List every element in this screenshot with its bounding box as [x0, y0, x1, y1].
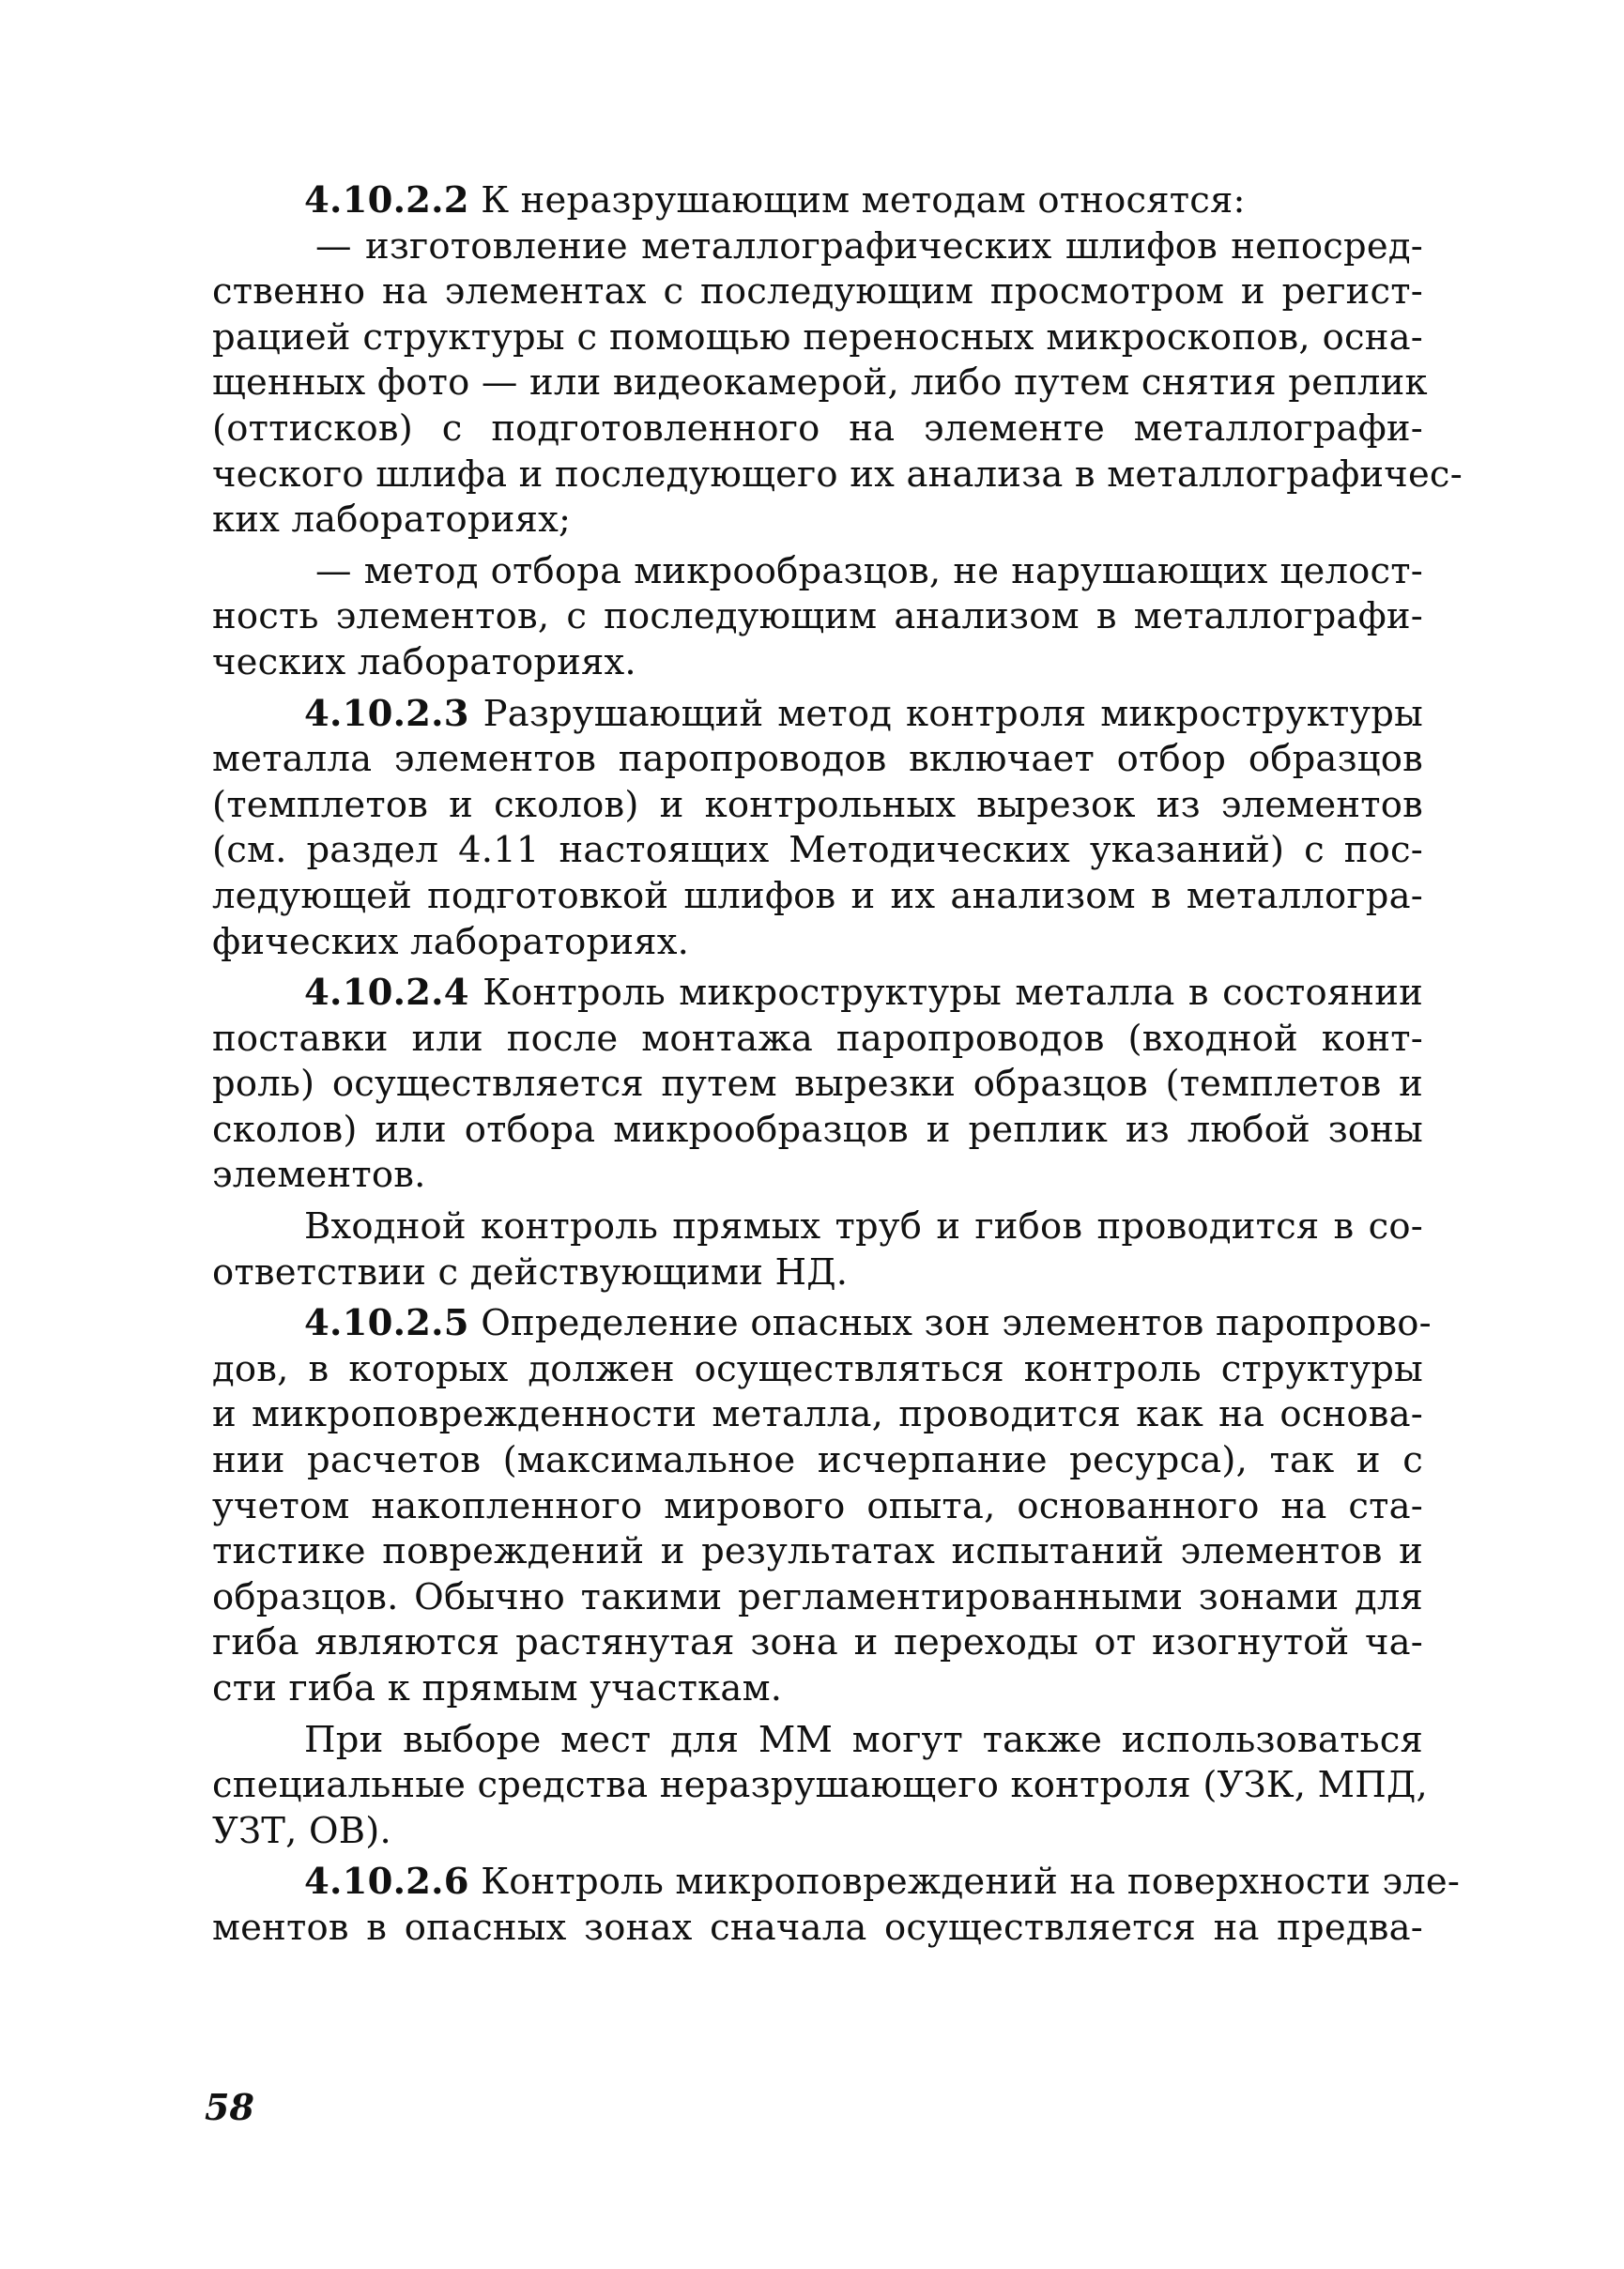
- paragraph-line: Входной контроль прямых труб и гибов проводится в со-: [304, 1205, 1423, 1249]
- paragraph-line: металла элементов паропроводов включает отбор образцов: [212, 738, 1423, 781]
- paragraph-line: дов, в которых должен осуществляться контроль структуры: [212, 1347, 1423, 1390]
- paragraph-line: [212, 692, 1423, 738]
- paragraph-line: — изготовление металлографических шлифов непосред-: [315, 224, 1423, 268]
- paragraph-line: ледующей подготовкой шлифов и их анализом в металлогра-: [212, 874, 1423, 917]
- paragraph-line: УЗТ, ОВ).: [212, 1809, 391, 1852]
- line-text: Разрушающий метод контроля микроструктуры: [468, 692, 1423, 735]
- line-text: Определение опасных зон элементов паропрово-: [468, 1302, 1432, 1345]
- paragraph-line: ких лабораториях;: [212, 498, 572, 542]
- paragraph-line: поставки или после монтажа паропроводов (входной конт-: [212, 1017, 1423, 1060]
- paragraph-line: сколов) или отбора микрообразцов и реплик из любой зоны: [212, 1108, 1423, 1151]
- paragraph-line: (оттисков) с подготовленного на элементе металлографи-: [212, 406, 1423, 450]
- clause-number: 4.10.2.5: [304, 1302, 469, 1345]
- paragraph-line: гиба являются растянутая зона и переходы от изогнутой ча-: [212, 1621, 1423, 1664]
- paragraph-line: ческих лабораториях.: [212, 640, 636, 683]
- paragraph-line: элементов.: [212, 1154, 426, 1197]
- paragraph-line: и микроповрежденности металла, проводится как на основа-: [212, 1393, 1423, 1436]
- paragraph-line: фических лабораториях.: [212, 920, 690, 963]
- paragraph-line: ответствии с действующими НД.: [212, 1250, 849, 1294]
- paragraph-line: образцов. Обычно такими регламентированными зонами для: [212, 1575, 1423, 1618]
- paragraph-line: сти гиба к прямым участкам.: [212, 1667, 783, 1709]
- paragraph-line: специальные средства неразрушающего контроля (УЗК, МПД,: [212, 1764, 1428, 1807]
- clause-number: 4.10.2.4: [304, 972, 469, 1015]
- page-text: [212, 178, 1463, 1952]
- paragraph-line: [212, 971, 1423, 1017]
- page-number: 58: [205, 2086, 254, 2128]
- paragraph-line: ментов в опасных зонах сначала осуществляется на предва-: [212, 1906, 1423, 1949]
- paragraph-line: роль) осуществляется путем вырезки образцов (темплетов и: [212, 1063, 1423, 1106]
- paragraph-line: рацией структуры с помощью переносных микроскопов, осна-: [212, 315, 1423, 359]
- clause-number: 4.10.2.2: [304, 179, 469, 222]
- paragraph-line: При выборе мест для ММ могут также использоваться: [304, 1718, 1423, 1761]
- paragraph-line: учетом накопленного мирового опыта, основанного на ста-: [212, 1484, 1423, 1527]
- paragraph-line: ность элементов, с последующим анализом в металлографи-: [212, 595, 1423, 638]
- paragraph-line: [212, 1860, 1461, 1906]
- paragraph-line: [212, 178, 1423, 224]
- paragraph-line: ственно на элементах с последующим просмотром и регист-: [212, 270, 1423, 314]
- paragraph-line: — метод отбора микрообразцов, не нарушающих целост-: [315, 549, 1423, 592]
- line-text: Контроль микроповреждений на поверхности эле-: [468, 1861, 1461, 1904]
- paragraph-line: нии расчетов (максимальное исчерпание ресурса), так и с: [212, 1439, 1423, 1482]
- paragraph-line: ческого шлифа и последующего их анализа в металлографичес-: [212, 452, 1463, 496]
- line-text: Контроль микроструктуры металла в состоянии: [468, 972, 1423, 1015]
- clause-number: 4.10.2.3: [304, 692, 469, 735]
- paragraph-line: [212, 1301, 1432, 1347]
- paragraph-line: щенных фото — или видеокамерой, либо путем снятия реплик: [212, 361, 1428, 405]
- clause-number: 4.10.2.6: [304, 1861, 469, 1904]
- paragraph-line: (см. раздел 4.11 настоящих Методических указаний) с пос-: [212, 829, 1423, 872]
- paragraph-line: тистике повреждений и результатах испытаний элементов и: [212, 1530, 1423, 1573]
- line-text: К неразрушающим методам относятся:: [468, 179, 1246, 222]
- paragraph-line: (темплетов и сколов) и контрольных вырезок из элементов: [212, 783, 1423, 826]
